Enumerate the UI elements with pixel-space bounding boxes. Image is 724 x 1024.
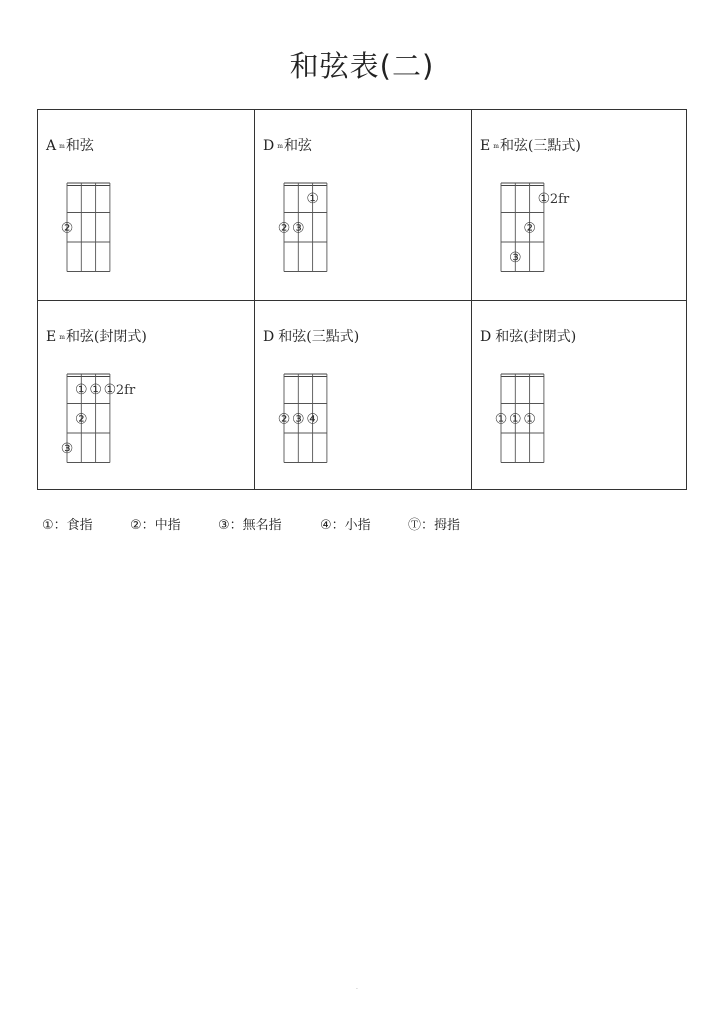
- chord-root: D: [480, 329, 492, 345]
- finger-dot: ④: [306, 411, 319, 428]
- chord-diagram: [273, 178, 373, 276]
- chord-cell-em-three-point: [472, 110, 686, 300]
- chord-name: [263, 135, 312, 155]
- finger-dot: ①: [306, 190, 319, 207]
- chord-label: 和弦(三點式): [499, 138, 581, 154]
- chord-name: [46, 326, 147, 346]
- finger-dot: ③: [292, 220, 305, 237]
- chord-root: A: [46, 138, 57, 154]
- legend-item: [218, 514, 320, 533]
- finger-symbol: ①: [42, 518, 54, 533]
- chord-label: 和弦(封閉式): [65, 329, 147, 345]
- legend-item: [130, 514, 218, 533]
- chord-suffix: m: [277, 142, 283, 150]
- chord-suffix: m: [493, 142, 499, 150]
- finger-dot: ②: [60, 220, 74, 237]
- page-title: 和弦表(二): [289, 49, 435, 83]
- chord-cell-d-three-point: [255, 301, 471, 489]
- finger-symbol: ③: [218, 518, 230, 533]
- finger-label: ：中指: [141, 518, 181, 533]
- finger-label: ：小指: [331, 518, 371, 533]
- finger-symbol: Ⓣ: [408, 518, 422, 533]
- chord-table: [37, 109, 687, 490]
- chord-diagram: [56, 178, 156, 276]
- chord-name: [480, 326, 576, 346]
- chord-cell-am: [38, 110, 254, 300]
- legend-item: [42, 514, 130, 533]
- chord-root: E: [480, 138, 491, 154]
- finger-dot: ①: [537, 190, 551, 207]
- chord-suffix: m: [59, 142, 65, 150]
- chord-cell-d-barre: [472, 301, 686, 489]
- finger-symbol: ②: [130, 518, 142, 533]
- chord-cell-dm: [255, 110, 471, 300]
- finger-dot: ①: [523, 411, 536, 428]
- chord-diagram: [56, 369, 156, 467]
- finger-dot: ②: [75, 411, 88, 428]
- finger-dot: ②: [523, 220, 536, 237]
- finger-legend: [42, 514, 496, 533]
- chord-diagram: [490, 369, 590, 467]
- fret-position-label: 2fr: [115, 382, 136, 398]
- chord-name: [46, 135, 94, 155]
- chord-root: E: [46, 329, 57, 345]
- finger-symbol: ④: [320, 518, 332, 533]
- legend-item: [408, 514, 496, 533]
- chord-label: 和弦(三點式): [278, 329, 360, 345]
- finger-dot: ①: [509, 411, 522, 428]
- finger-dot: ③: [60, 440, 74, 457]
- chord-label: 和弦: [283, 138, 312, 154]
- chord-root: D: [263, 329, 275, 345]
- chord-name: [263, 326, 359, 346]
- chord-diagram: [490, 178, 590, 276]
- finger-dot: ①: [75, 381, 88, 398]
- fret-position-label: 2fr: [549, 191, 570, 207]
- finger-dot: ①: [494, 411, 508, 428]
- chord-root: D: [263, 138, 275, 154]
- chord-cell-em-barre: [38, 301, 254, 489]
- finger-dot: ③: [509, 249, 522, 266]
- legend-item: [320, 514, 408, 533]
- finger-dot: ①: [89, 381, 102, 398]
- finger-label: ：無名指: [229, 518, 282, 533]
- finger-dot: ③: [292, 411, 305, 428]
- finger-dot: ②: [277, 411, 291, 428]
- finger-label: ：拇指: [421, 518, 461, 533]
- finger-dot: ①: [103, 381, 117, 398]
- chord-name: [480, 135, 581, 155]
- finger-dot: ②: [277, 220, 291, 237]
- finger-label: ：食指: [53, 518, 93, 533]
- chord-suffix: m: [59, 333, 65, 341]
- page-footer-mark: .: [356, 984, 358, 991]
- chord-label: 和弦(封閉式): [495, 329, 577, 345]
- chord-label: 和弦: [65, 138, 94, 154]
- chord-diagram: [273, 369, 373, 467]
